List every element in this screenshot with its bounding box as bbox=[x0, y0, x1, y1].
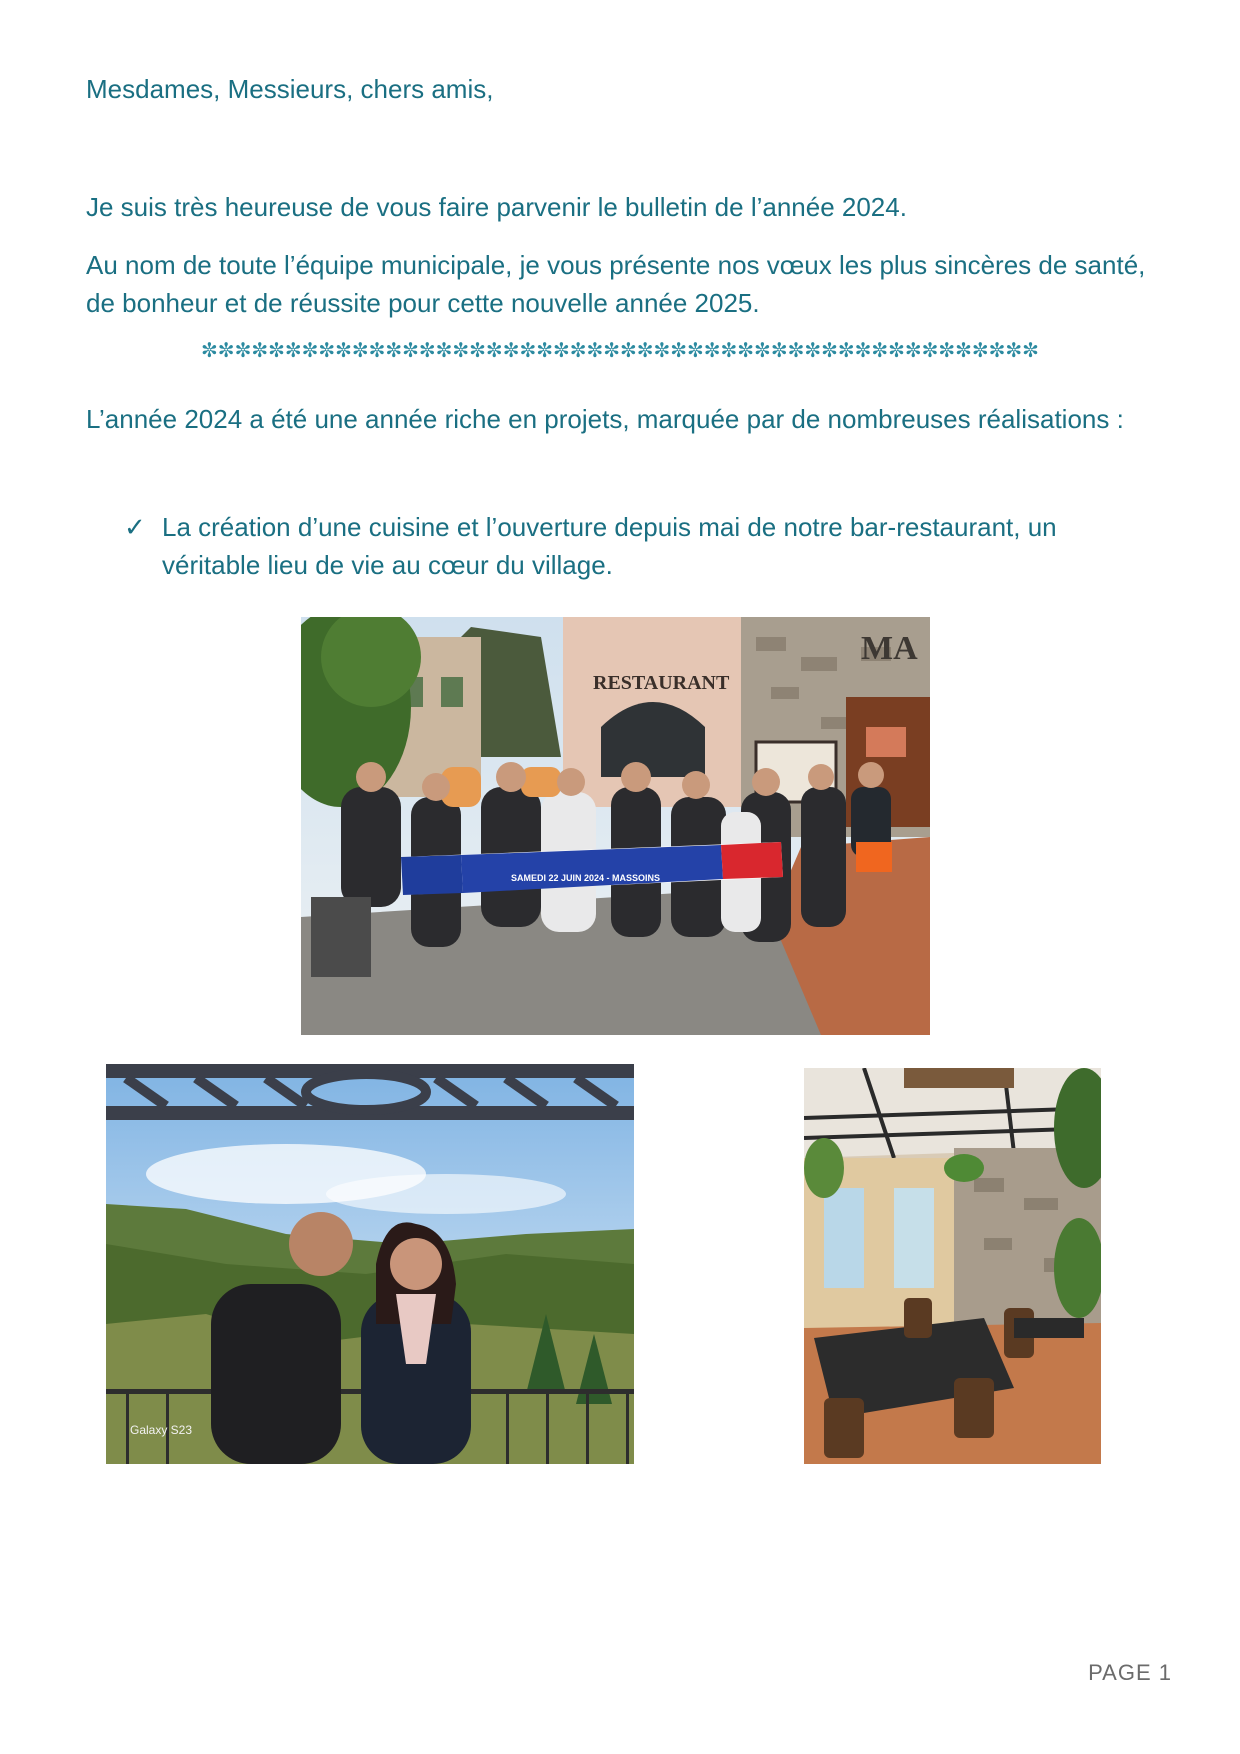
intro-paragraph: Je suis très heureuse de vous faire parvenir le bulletin de l’année 2024. bbox=[86, 192, 907, 222]
wall-letters: MA bbox=[861, 630, 918, 667]
achievements-intro: L’année 2024 a été une année riche en projets, marquée par de nombreuses réalisations : bbox=[86, 404, 1124, 434]
decorative-separator: ✼✼✼✼✼✼✼✼✼✼✼✼✼✼✼✼✼✼✼✼✼✼✼✼✼✼✼✼✼✼✼✼✼✼✼✼✼✼✼✼✼✼✼✼✼✼✼✼✼✼ bbox=[201, 340, 1039, 362]
banner-text: SAMEDI 22 JUIN 2024 - MASSOINS bbox=[511, 873, 661, 883]
salutation: Mesdames, Messieurs, chers amis, bbox=[86, 74, 494, 104]
achievement-text: La création d’une cuisine et l’ouverture depuis mai de notre bar-restaurant, un véritable lieu de vie au cœur du village. bbox=[162, 512, 1057, 580]
terrace-photo bbox=[106, 1064, 634, 1464]
camera-watermark: Galaxy S23 bbox=[130, 1423, 193, 1437]
restaurant-sign: RESTAURANT bbox=[593, 672, 730, 694]
check-icon: ✓ bbox=[124, 512, 146, 542]
page-number: PAGE 1 bbox=[1088, 1660, 1172, 1685]
interior-photo bbox=[804, 1068, 1101, 1464]
inauguration-photo bbox=[301, 617, 930, 1035]
wishes-paragraph: Au nom de toute l’équipe municipale, je vous présente nos vœux les plus sincères de santé, de bonheur et de réussite pour cette nouvelle année 2025. bbox=[86, 250, 1146, 318]
